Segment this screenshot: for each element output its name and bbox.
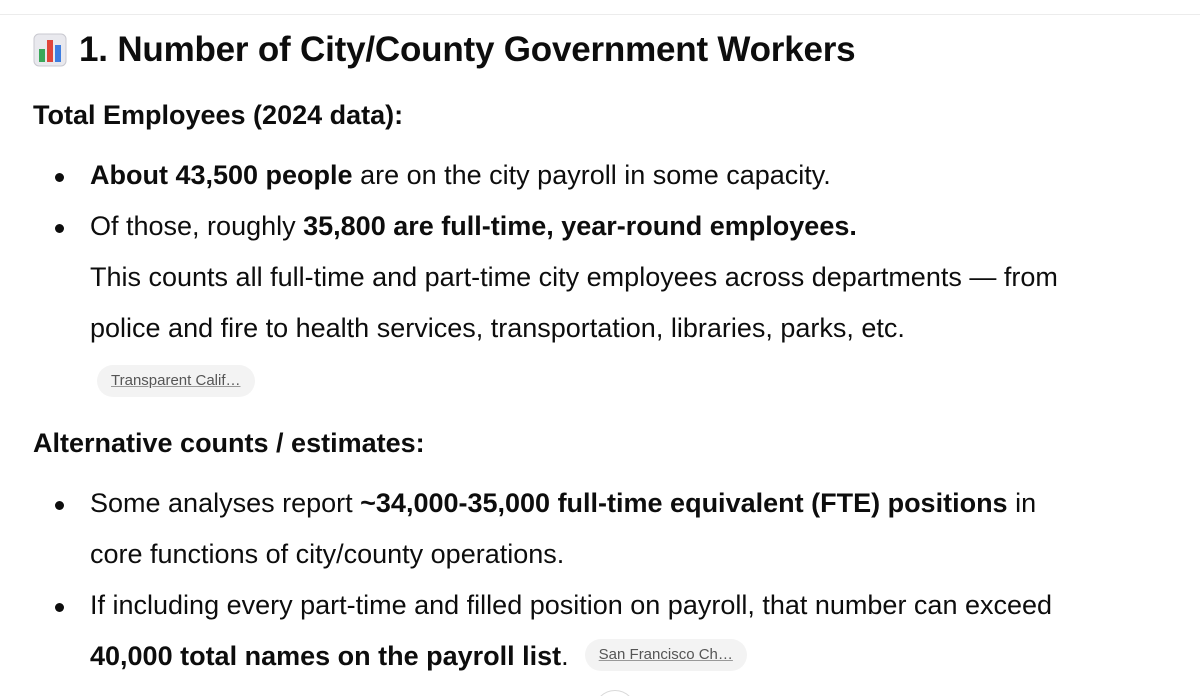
bullet-bold-text: 35,800 are full-time, year-round employees. xyxy=(303,211,857,241)
list-item xyxy=(90,590,1052,621)
bullet-dot xyxy=(55,603,64,612)
bullet-bold-text: 40,000 total names on the payroll list xyxy=(90,641,562,671)
bullet-text: . xyxy=(561,641,569,671)
bullet-continuation: police and fire to health services, transportation, libraries, parks, etc. xyxy=(90,313,905,343)
bullet-text: Of those, roughly xyxy=(90,211,304,241)
bullet-continuation: core functions of city/county operations. xyxy=(90,539,565,569)
scroll-down-button[interactable] xyxy=(594,690,636,696)
subhead-total-employees: Total Employees (2024 data): xyxy=(33,100,404,130)
list-item xyxy=(90,160,831,191)
bullet-text: are on the city payroll in some capacity. xyxy=(352,160,831,190)
bullet-dot xyxy=(55,224,64,233)
list-item xyxy=(90,488,1036,519)
source-citation-pill[interactable]: Transparent Calif… xyxy=(97,365,255,397)
source-citation-pill[interactable]: San Francisco Ch… xyxy=(585,639,747,671)
bullet-continuation: This counts all full-time and part-time city employees across departments — from xyxy=(90,262,1058,292)
bar-chart-icon xyxy=(33,33,67,67)
bullet-bold-text: ~34,000-35,000 full-time equivalent (FTE) positions xyxy=(360,488,1008,518)
list-item xyxy=(90,211,857,242)
bullet-continuation xyxy=(90,641,747,674)
bullet-dot xyxy=(55,501,64,510)
bullet-dot xyxy=(55,173,64,182)
bullet-bold-text: About 43,500 people xyxy=(90,160,353,190)
bullet-text: in xyxy=(1007,488,1037,518)
heading-text: 1. Number of City/County Government Workers xyxy=(79,30,856,69)
top-divider xyxy=(0,14,1200,15)
section-heading xyxy=(33,30,855,70)
bullet-text: Some analyses report xyxy=(90,488,361,518)
bullet-text: If including every part-time and filled position on payroll, that number can exceed xyxy=(90,590,1053,620)
subhead-alternative-counts: Alternative counts / estimates: xyxy=(33,428,425,458)
